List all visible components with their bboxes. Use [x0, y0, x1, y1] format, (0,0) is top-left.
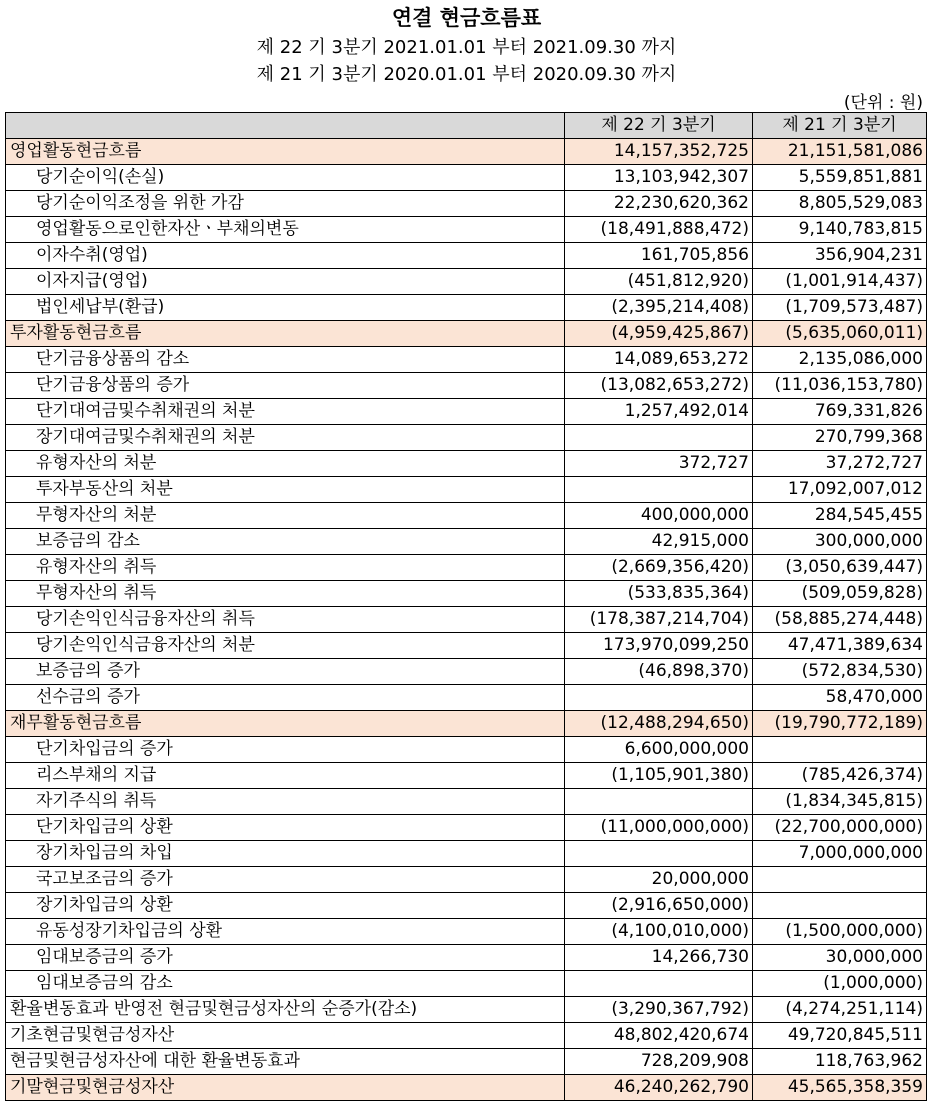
prior-period-value — [753, 893, 927, 919]
current-period-value: 42,915,000 — [565, 529, 753, 555]
prior-period-value: 30,000,000 — [753, 945, 927, 971]
prior-period-value: 47,471,389,634 — [753, 633, 927, 659]
table-row — [6, 893, 927, 919]
prior-period-value: 17,092,007,012 — [753, 477, 927, 503]
row-label: 당기손익인식금융자산의 취득 — [6, 607, 565, 633]
section-row — [6, 711, 927, 737]
prior-period-value: (572,834,530) — [753, 659, 927, 685]
table-row — [6, 217, 927, 243]
header-current: 제 22 기 3분기 — [565, 113, 753, 139]
prior-period-value: (22,700,000,000) — [753, 815, 927, 841]
row-label: 영업활동으로인한자산ㆍ부채의변동 — [6, 217, 565, 243]
row-label: 선수금의 증가 — [6, 685, 565, 711]
current-period-value: 14,157,352,725 — [565, 139, 753, 165]
row-label: 환율변동효과 반영전 현금및현금성자산의 순증가(감소) — [6, 997, 565, 1023]
row-label: 임대보증금의 감소 — [6, 971, 565, 997]
row-label: 당기순이익조정을 위한 가감 — [6, 191, 565, 217]
current-period-value: (12,488,294,650) — [565, 711, 753, 737]
table-row — [6, 971, 927, 997]
row-label: 장기차입금의 상환 — [6, 893, 565, 919]
prior-period-value: (4,274,251,114) — [753, 997, 927, 1023]
cash-flow-table — [5, 112, 927, 1101]
current-period-value: (46,898,370) — [565, 659, 753, 685]
row-label: 보증금의 증가 — [6, 659, 565, 685]
statement-title: 연결 현금흐름표 — [391, 5, 542, 30]
table-row — [6, 581, 927, 607]
current-period-value — [565, 685, 753, 711]
table-row — [6, 425, 927, 451]
current-period-value: (2,669,356,420) — [565, 555, 753, 581]
row-label: 단기대여금및수취채권의 처분 — [6, 399, 565, 425]
table-header-row — [6, 113, 927, 139]
current-period-value: 13,103,942,307 — [565, 165, 753, 191]
prior-period-value: 58,470,000 — [753, 685, 927, 711]
current-period-value: 400,000,000 — [565, 503, 753, 529]
row-label: 기초현금및현금성자산 — [6, 1023, 565, 1049]
prior-period-value: (1,709,573,487) — [753, 295, 927, 321]
row-label: 당기손익인식금융자산의 처분 — [6, 633, 565, 659]
section-row — [6, 321, 927, 347]
table-row — [6, 607, 927, 633]
current-period-value: 161,705,856 — [565, 243, 753, 269]
prior-period-value: 118,763,962 — [753, 1049, 927, 1075]
row-label: 영업활동현금흐름 — [6, 139, 565, 165]
current-period-value: (533,835,364) — [565, 581, 753, 607]
row-label: 유형자산의 취득 — [6, 555, 565, 581]
table-row — [6, 503, 927, 529]
current-period-value: (4,100,010,000) — [565, 919, 753, 945]
table-row — [6, 997, 927, 1023]
current-period-value: (4,959,425,867) — [565, 321, 753, 347]
prior-period-value: 21,151,581,086 — [753, 139, 927, 165]
prior-period-value: (1,834,345,815) — [753, 789, 927, 815]
row-label: 자기주식의 취득 — [6, 789, 565, 815]
prior-period-value: (11,036,153,780) — [753, 373, 927, 399]
current-period-value: (178,387,214,704) — [565, 607, 753, 633]
table-row — [6, 451, 927, 477]
prior-period-value: (19,790,772,189) — [753, 711, 927, 737]
row-label: 현금및현금성자산에 대한 환율변동효과 — [6, 1049, 565, 1075]
current-period-value: (13,082,653,272) — [565, 373, 753, 399]
row-label: 무형자산의 처분 — [6, 503, 565, 529]
row-label: 유형자산의 처분 — [6, 451, 565, 477]
current-period-value: 22,230,620,362 — [565, 191, 753, 217]
current-period-value: (2,395,214,408) — [565, 295, 753, 321]
row-label: 투자부동산의 처분 — [6, 477, 565, 503]
table-row — [6, 919, 927, 945]
prior-period-value — [753, 737, 927, 763]
prior-period-value: (785,426,374) — [753, 763, 927, 789]
prior-period-value — [753, 867, 927, 893]
table-row — [6, 269, 927, 295]
prior-period-value: 284,545,455 — [753, 503, 927, 529]
prior-period-value: 49,720,845,511 — [753, 1023, 927, 1049]
prior-period-value: (509,059,828) — [753, 581, 927, 607]
current-period-value: (18,491,888,472) — [565, 217, 753, 243]
row-label: 장기차입금의 차입 — [6, 841, 565, 867]
current-period-value: 173,970,099,250 — [565, 633, 753, 659]
table-row — [6, 659, 927, 685]
current-period-value: (11,000,000,000) — [565, 815, 753, 841]
current-period-value: 1,257,492,014 — [565, 399, 753, 425]
row-label: 국고보조금의 증가 — [6, 867, 565, 893]
row-label: 무형자산의 취득 — [6, 581, 565, 607]
prior-period-value: 8,805,529,083 — [753, 191, 927, 217]
table-row — [6, 295, 927, 321]
period-prior: 제 21 기 3분기 2020.01.01 부터 2020.09.30 까지 — [256, 64, 677, 85]
row-label: 장기대여금및수취채권의 처분 — [6, 425, 565, 451]
table-row — [6, 347, 927, 373]
table-row — [6, 685, 927, 711]
prior-period-value: 356,904,231 — [753, 243, 927, 269]
table-row — [6, 763, 927, 789]
table-row — [6, 373, 927, 399]
prior-period-value: (58,885,274,448) — [753, 607, 927, 633]
current-period-value: (2,916,650,000) — [565, 893, 753, 919]
prior-period-value: 769,331,826 — [753, 399, 927, 425]
header-prior: 제 21 기 3분기 — [753, 113, 927, 139]
current-period-value — [565, 425, 753, 451]
current-period-value — [565, 477, 753, 503]
current-period-value — [565, 971, 753, 997]
row-label: 단기금융상품의 감소 — [6, 347, 565, 373]
prior-period-value: (1,000,000) — [753, 971, 927, 997]
table-row — [6, 737, 927, 763]
row-label: 유동성장기차입금의 상환 — [6, 919, 565, 945]
row-label: 법인세납부(환급) — [6, 295, 565, 321]
current-period-value: (1,105,901,380) — [565, 763, 753, 789]
row-label: 리스부채의 지급 — [6, 763, 565, 789]
row-label: 이자지급(영업) — [6, 269, 565, 295]
prior-period-value: 45,565,358,359 — [753, 1075, 927, 1101]
prior-period-value: 270,799,368 — [753, 425, 927, 451]
row-label: 보증금의 감소 — [6, 529, 565, 555]
row-label: 이자수취(영업) — [6, 243, 565, 269]
prior-period-value: (5,635,060,011) — [753, 321, 927, 347]
row-label: 기말현금및현금성자산 — [6, 1075, 565, 1101]
current-period-value — [565, 841, 753, 867]
prior-period-value: 7,000,000,000 — [753, 841, 927, 867]
current-period-value: (451,812,920) — [565, 269, 753, 295]
prior-period-value: 37,272,727 — [753, 451, 927, 477]
prior-period-value: 300,000,000 — [753, 529, 927, 555]
prior-period-value: (1,001,914,437) — [753, 269, 927, 295]
row-label: 단기차입금의 상환 — [6, 815, 565, 841]
table-row — [6, 555, 927, 581]
current-period-value: 48,802,420,674 — [565, 1023, 753, 1049]
row-label: 당기순이익(손실) — [6, 165, 565, 191]
prior-period-value: (1,500,000,000) — [753, 919, 927, 945]
prior-period-value: 5,559,851,881 — [753, 165, 927, 191]
table-row — [6, 841, 927, 867]
table-row — [6, 165, 927, 191]
prior-period-value: 2,135,086,000 — [753, 347, 927, 373]
unit-label: (단위 : 원) — [843, 93, 923, 113]
table-row — [6, 191, 927, 217]
prior-period-value: 9,140,783,815 — [753, 217, 927, 243]
row-label: 투자활동현금흐름 — [6, 321, 565, 347]
row-label: 임대보증금의 증가 — [6, 945, 565, 971]
section-row — [6, 139, 927, 165]
period-current: 제 22 기 3분기 2021.01.01 부터 2021.09.30 까지 — [256, 37, 677, 58]
table-row — [6, 243, 927, 269]
table-row — [6, 945, 927, 971]
table-row — [6, 633, 927, 659]
current-period-value: 14,089,653,272 — [565, 347, 753, 373]
table-row — [6, 477, 927, 503]
table-row — [6, 529, 927, 555]
row-label: 재무활동현금흐름 — [6, 711, 565, 737]
row-label: 단기금융상품의 증가 — [6, 373, 565, 399]
total-row — [6, 1075, 927, 1101]
header-label — [6, 113, 565, 139]
current-period-value: 728,209,908 — [565, 1049, 753, 1075]
row-label: 단기차입금의 증가 — [6, 737, 565, 763]
current-period-value: 14,266,730 — [565, 945, 753, 971]
prior-period-value: (3,050,639,447) — [753, 555, 927, 581]
current-period-value: 372,727 — [565, 451, 753, 477]
table-row — [6, 1049, 927, 1075]
table-row — [6, 867, 927, 893]
current-period-value: (3,290,367,792) — [565, 997, 753, 1023]
current-period-value: 20,000,000 — [565, 867, 753, 893]
table-row — [6, 1023, 927, 1049]
table-row — [6, 399, 927, 425]
table-row — [6, 789, 927, 815]
current-period-value: 6,600,000,000 — [565, 737, 753, 763]
current-period-value: 46,240,262,790 — [565, 1075, 753, 1101]
table-row — [6, 815, 927, 841]
current-period-value — [565, 789, 753, 815]
